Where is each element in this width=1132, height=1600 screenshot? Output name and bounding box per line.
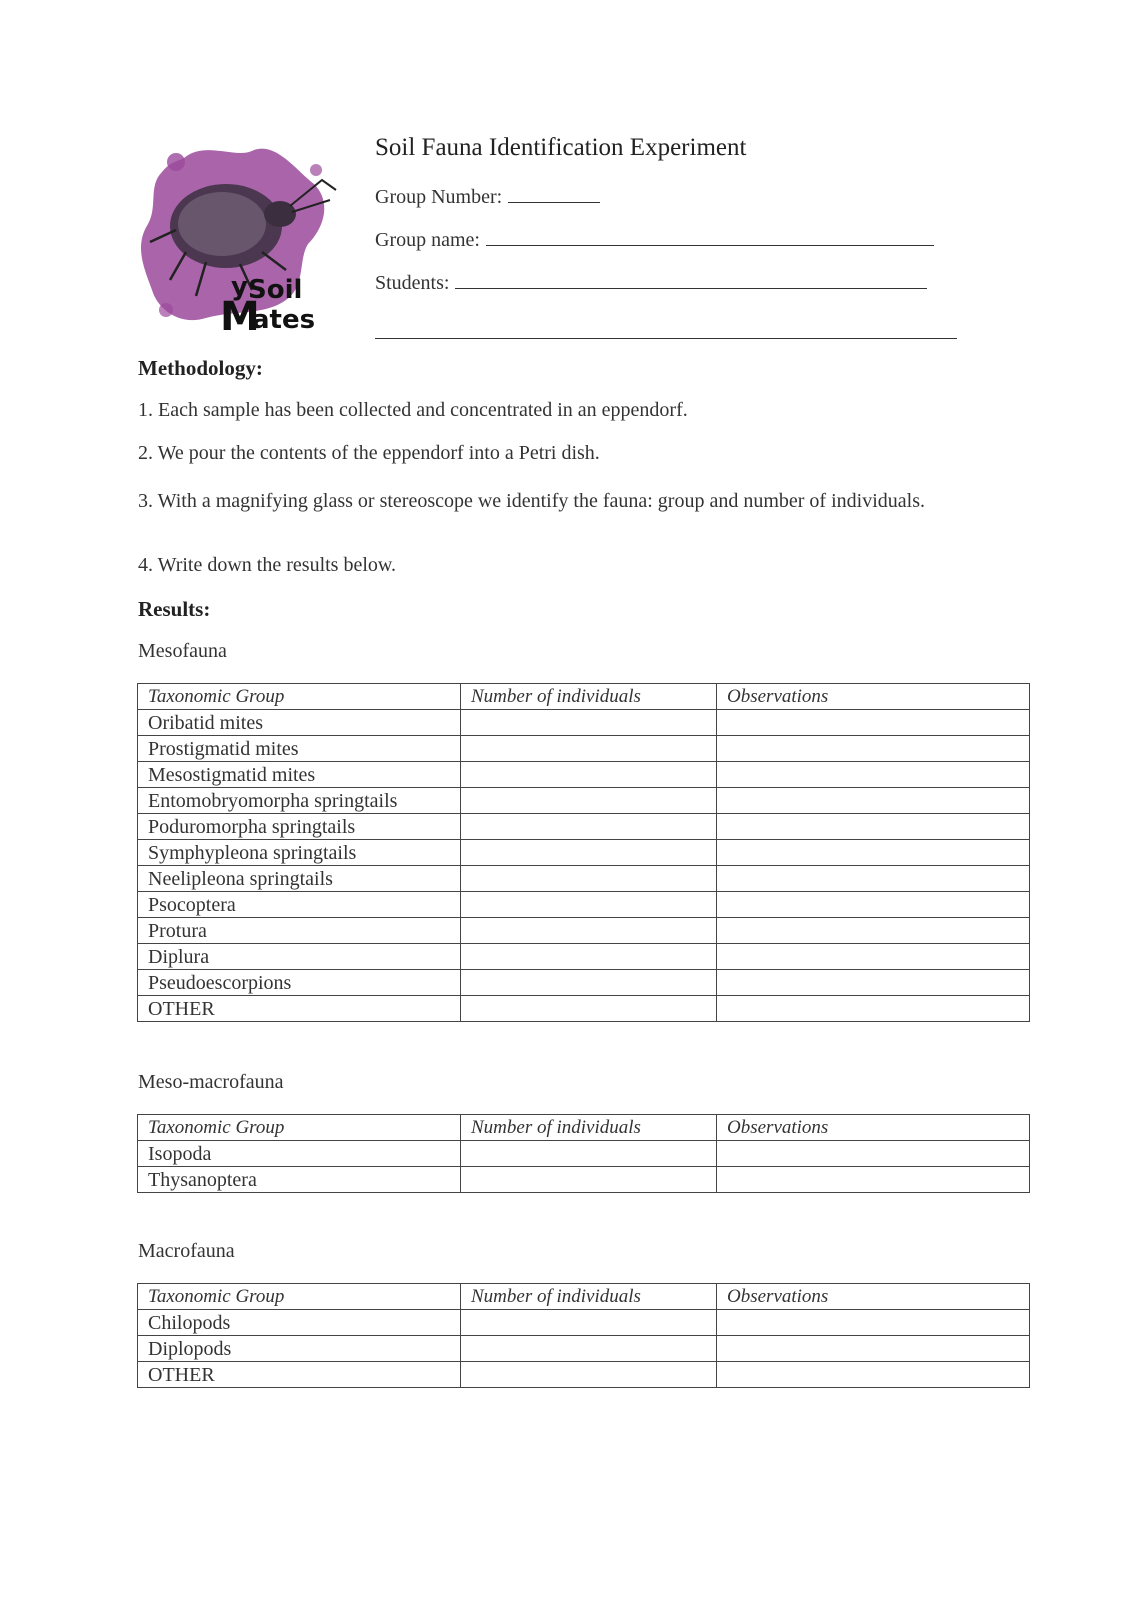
group-number-field [375,184,600,209]
group-name-field [375,227,934,252]
table-row [138,710,1030,736]
observations-cell[interactable] [717,944,1030,970]
table-row [138,944,1030,970]
number-of-individuals-cell[interactable] [461,996,717,1022]
number-of-individuals-cell[interactable] [461,736,717,762]
students-blank[interactable] [455,270,927,289]
table-header-row [138,1284,1030,1310]
students-field [375,270,927,295]
table-row [138,996,1030,1022]
taxonomic-group-cell: Neelipleona springtails [138,866,461,892]
number-of-individuals-cell[interactable] [461,1141,717,1167]
taxonomic-group-cell: Poduromorpha springtails [138,814,461,840]
number-of-individuals-header: Number of individuals [461,1284,717,1310]
table-header-row [138,684,1030,710]
table-row [138,1141,1030,1167]
taxonomic-group-cell: Diplopods [138,1336,461,1362]
table-row [138,970,1030,996]
macrofauna-title: Macrofauna [138,1240,235,1262]
table-row [138,1310,1030,1336]
table-row [138,866,1030,892]
table-row [138,1336,1030,1362]
observations-cell[interactable] [717,892,1030,918]
observations-cell[interactable] [717,1167,1030,1193]
table-row [138,892,1030,918]
observations-cell[interactable] [717,970,1030,996]
observations-cell[interactable] [717,996,1030,1022]
taxonomic-group-header: Taxonomic Group [138,1284,461,1310]
number-of-individuals-header: Number of individuals [461,684,717,710]
observations-cell[interactable] [717,814,1030,840]
group-number-blank[interactable] [508,184,600,203]
taxonomic-group-cell: Prostigmatid mites [138,736,461,762]
observations-cell[interactable] [717,710,1030,736]
group-name-label: Group name: [375,229,480,251]
methodology-step-4: 4. Write down the results below. [138,554,397,576]
mesofauna-title: Mesofauna [138,640,227,662]
observations-cell[interactable] [717,1141,1030,1167]
meso-macrofauna-table [137,1114,1030,1193]
taxonomic-group-cell: Diplura [138,944,461,970]
meso-macrofauna-title: Meso-macrofauna [138,1071,284,1093]
mysoilmates-logo [136,140,342,336]
number-of-individuals-cell[interactable] [461,944,717,970]
number-of-individuals-cell[interactable] [461,840,717,866]
group-name-blank[interactable] [486,227,934,246]
observations-header: Observations [717,684,1030,710]
taxonomic-group-header: Taxonomic Group [138,1115,461,1141]
number-of-individuals-cell[interactable] [461,788,717,814]
table-row [138,840,1030,866]
methodology-heading: Methodology: [138,356,263,380]
number-of-individuals-header: Number of individuals [461,1115,717,1141]
table-row [138,1167,1030,1193]
observations-cell[interactable] [717,736,1030,762]
number-of-individuals-cell[interactable] [461,1336,717,1362]
logo-ates-text: ates [252,305,316,335]
observations-cell[interactable] [717,1310,1030,1336]
methodology-step-1: 1. Each sample has been collected and concentrated in an eppendorf. [138,399,688,421]
observations-cell[interactable] [717,1336,1030,1362]
number-of-individuals-cell[interactable] [461,866,717,892]
students-extra-blank[interactable] [375,338,957,339]
table-row [138,762,1030,788]
methodology-step-2: 2. We pour the contents of the eppendorf into a Petri dish. [138,442,600,464]
taxonomic-group-header: Taxonomic Group [138,684,461,710]
number-of-individuals-cell[interactable] [461,1310,717,1336]
page-title: Soil Fauna Identification Experiment [375,134,747,161]
number-of-individuals-cell[interactable] [461,710,717,736]
number-of-individuals-cell[interactable] [461,918,717,944]
taxonomic-group-cell: Isopoda [138,1141,461,1167]
observations-cell[interactable] [717,866,1030,892]
observations-header: Observations [717,1115,1030,1141]
number-of-individuals-cell[interactable] [461,1167,717,1193]
taxonomic-group-cell: OTHER [138,1362,461,1388]
taxonomic-group-cell: OTHER [138,996,461,1022]
macrofauna-table [137,1283,1030,1388]
table-row [138,918,1030,944]
logo-y-text: y [231,272,248,302]
taxonomic-group-cell: Pseudoescorpions [138,970,461,996]
taxonomic-group-cell: Oribatid mites [138,710,461,736]
observations-cell[interactable] [717,1362,1030,1388]
observations-cell[interactable] [717,918,1030,944]
taxonomic-group-cell: Chilopods [138,1310,461,1336]
taxonomic-group-cell: Entomobryomorpha springtails [138,788,461,814]
taxonomic-group-cell: Symphypleona springtails [138,840,461,866]
number-of-individuals-cell[interactable] [461,892,717,918]
soil-mite-illustration [136,140,342,336]
group-number-label: Group Number: [375,186,503,208]
students-label: Students: [375,272,450,294]
mesofauna-table [137,683,1030,1022]
table-row [138,1362,1030,1388]
taxonomic-group-cell: Mesostigmatid mites [138,762,461,788]
observations-cell[interactable] [717,840,1030,866]
number-of-individuals-cell[interactable] [461,762,717,788]
results-heading: Results: [138,597,211,621]
logo-m-text: M [220,294,260,336]
number-of-individuals-cell[interactable] [461,970,717,996]
taxonomic-group-cell: Thysanoptera [138,1167,461,1193]
taxonomic-group-cell: Protura [138,918,461,944]
observations-cell[interactable] [717,762,1030,788]
table-row [138,814,1030,840]
table-row [138,736,1030,762]
table-row [138,788,1030,814]
observations-cell[interactable] [717,788,1030,814]
number-of-individuals-cell[interactable] [461,1362,717,1388]
observations-header: Observations [717,1284,1030,1310]
logo-soil-text: Soil [248,275,303,305]
methodology-step-3: 3. With a magnifying glass or stereoscope we identify the fauna: group and number of individuals. [138,490,925,512]
taxonomic-group-cell: Psocoptera [138,892,461,918]
table-header-row [138,1115,1030,1141]
number-of-individuals-cell[interactable] [461,814,717,840]
